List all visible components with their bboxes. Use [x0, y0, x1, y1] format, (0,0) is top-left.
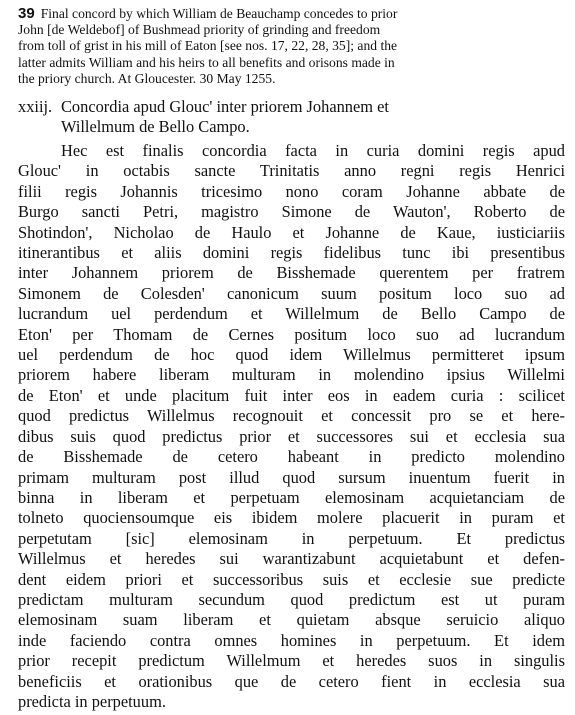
body-line: elemosinam suam liberam et quietam absque seruicio aliquo	[18, 610, 565, 630]
body-line: itinerantibus et aliis domini regis fidelibus tunc ibi presentibus	[18, 243, 565, 263]
body-line: de Bisshemade de cetero habeant in predicto molendino	[18, 447, 565, 467]
body-line: Willelmus et heredes sui warantizabunt acquietabunt et defen-	[18, 549, 565, 569]
body-line: quod predictus Willelmus recognouit et concessit pro se et here-	[18, 406, 565, 426]
body-line: lucrandum uel perdendum et Willelmum de Bello Campo de	[18, 304, 565, 324]
roman-numeral: xxiij.	[18, 97, 53, 117]
entry-number: 39	[18, 5, 35, 22]
body-line: dibus suis quod predictus prior et successores sui et ecclesia sua	[18, 426, 565, 446]
body-line: Eton' per Thomam de Cernes positum loco suo ad lucrandum	[18, 324, 565, 344]
body-line: Burgo sancti Petri, magistro Simone de Wauton', Roberto de	[18, 202, 565, 222]
body-line: perpetutam [sic] elemosinam in perpetuum. Et predictus	[18, 528, 565, 548]
body-line: Glouc' in octabis sancte Trinitatis anno regni regis Henrici	[18, 161, 565, 181]
body-line: predicta in perpetuum.	[18, 691, 166, 711]
charter-heading	[18, 97, 565, 137]
summary-line-4: latter admits William and his heirs to all benefits and orisons made in	[18, 54, 395, 70]
body-line: primam multuram post illud quod sursum inuentum fuerit in	[18, 467, 565, 487]
heading-text	[61, 97, 565, 137]
heading-line-1: Concordia apud Glouc' inter priorem Johannem et	[61, 97, 389, 117]
body-line: inter Johannem priorem de Bisshemade querentem per fratrem	[18, 263, 565, 283]
summary-line-3: from toll of grist in his mill of Eaton [see nos. 17, 22, 28, 35]; and the	[18, 38, 398, 54]
body-line: inde faciendo contra omnes homines in perpetuum. Et idem	[18, 630, 565, 650]
summary-text-1: Final concord by which William de Beauchamp concedes to prior	[40, 6, 398, 21]
body-line: dent eidem priori et successoribus suis et ecclesie sue predicte	[18, 569, 565, 589]
summary-line-1	[18, 6, 565, 22]
body-line: uel perdendum de hoc quod idem Willelmus permitteret ipsum	[18, 345, 565, 365]
heading-line-2: Willelmum de Bello Campo.	[61, 117, 250, 137]
body-line: beneficiis et orationibus que de cetero fient in ecclesia sua	[18, 671, 565, 691]
summary-line-2: John [de Weldebof] of Bushmead priority of grinding and freedom	[18, 22, 381, 38]
body-line: tolneto quociensoumque eis ibidem molere placuerit in puram et	[18, 508, 565, 528]
body-line: predictam multuram secundum quod predictum est ut puram	[18, 589, 565, 609]
body-line: Simonem de Colesden' canonicum suum positum loco suo ad	[18, 283, 565, 303]
entry-summary	[18, 6, 565, 87]
body-line: binna in liberam et perpetuam elemosinam acquietanciam de	[18, 487, 565, 507]
charter-body	[18, 141, 565, 712]
body-line: de Eton' et unde placitum fuit inter eos in eadem curia : scilicet	[18, 385, 565, 405]
body-line: Hec est finalis concordia facta in curia domini regis apud	[61, 141, 565, 161]
body-line: prior recepit predictum Willelmum et heredes suos in singulis	[18, 651, 565, 671]
summary-line-5: the priory church. At Gloucester. 30 May 1255.	[18, 70, 276, 86]
body-line: filii regis Johannis tricesimo nono coram Johanne abbate de	[18, 181, 565, 201]
body-line: Shotindon', Nicholao de Haulo et Johanne de Kaue, iusticiariis	[18, 222, 565, 242]
body-line: priorem habere liberam multuram in molendino ipsius Willelmi	[18, 365, 565, 385]
